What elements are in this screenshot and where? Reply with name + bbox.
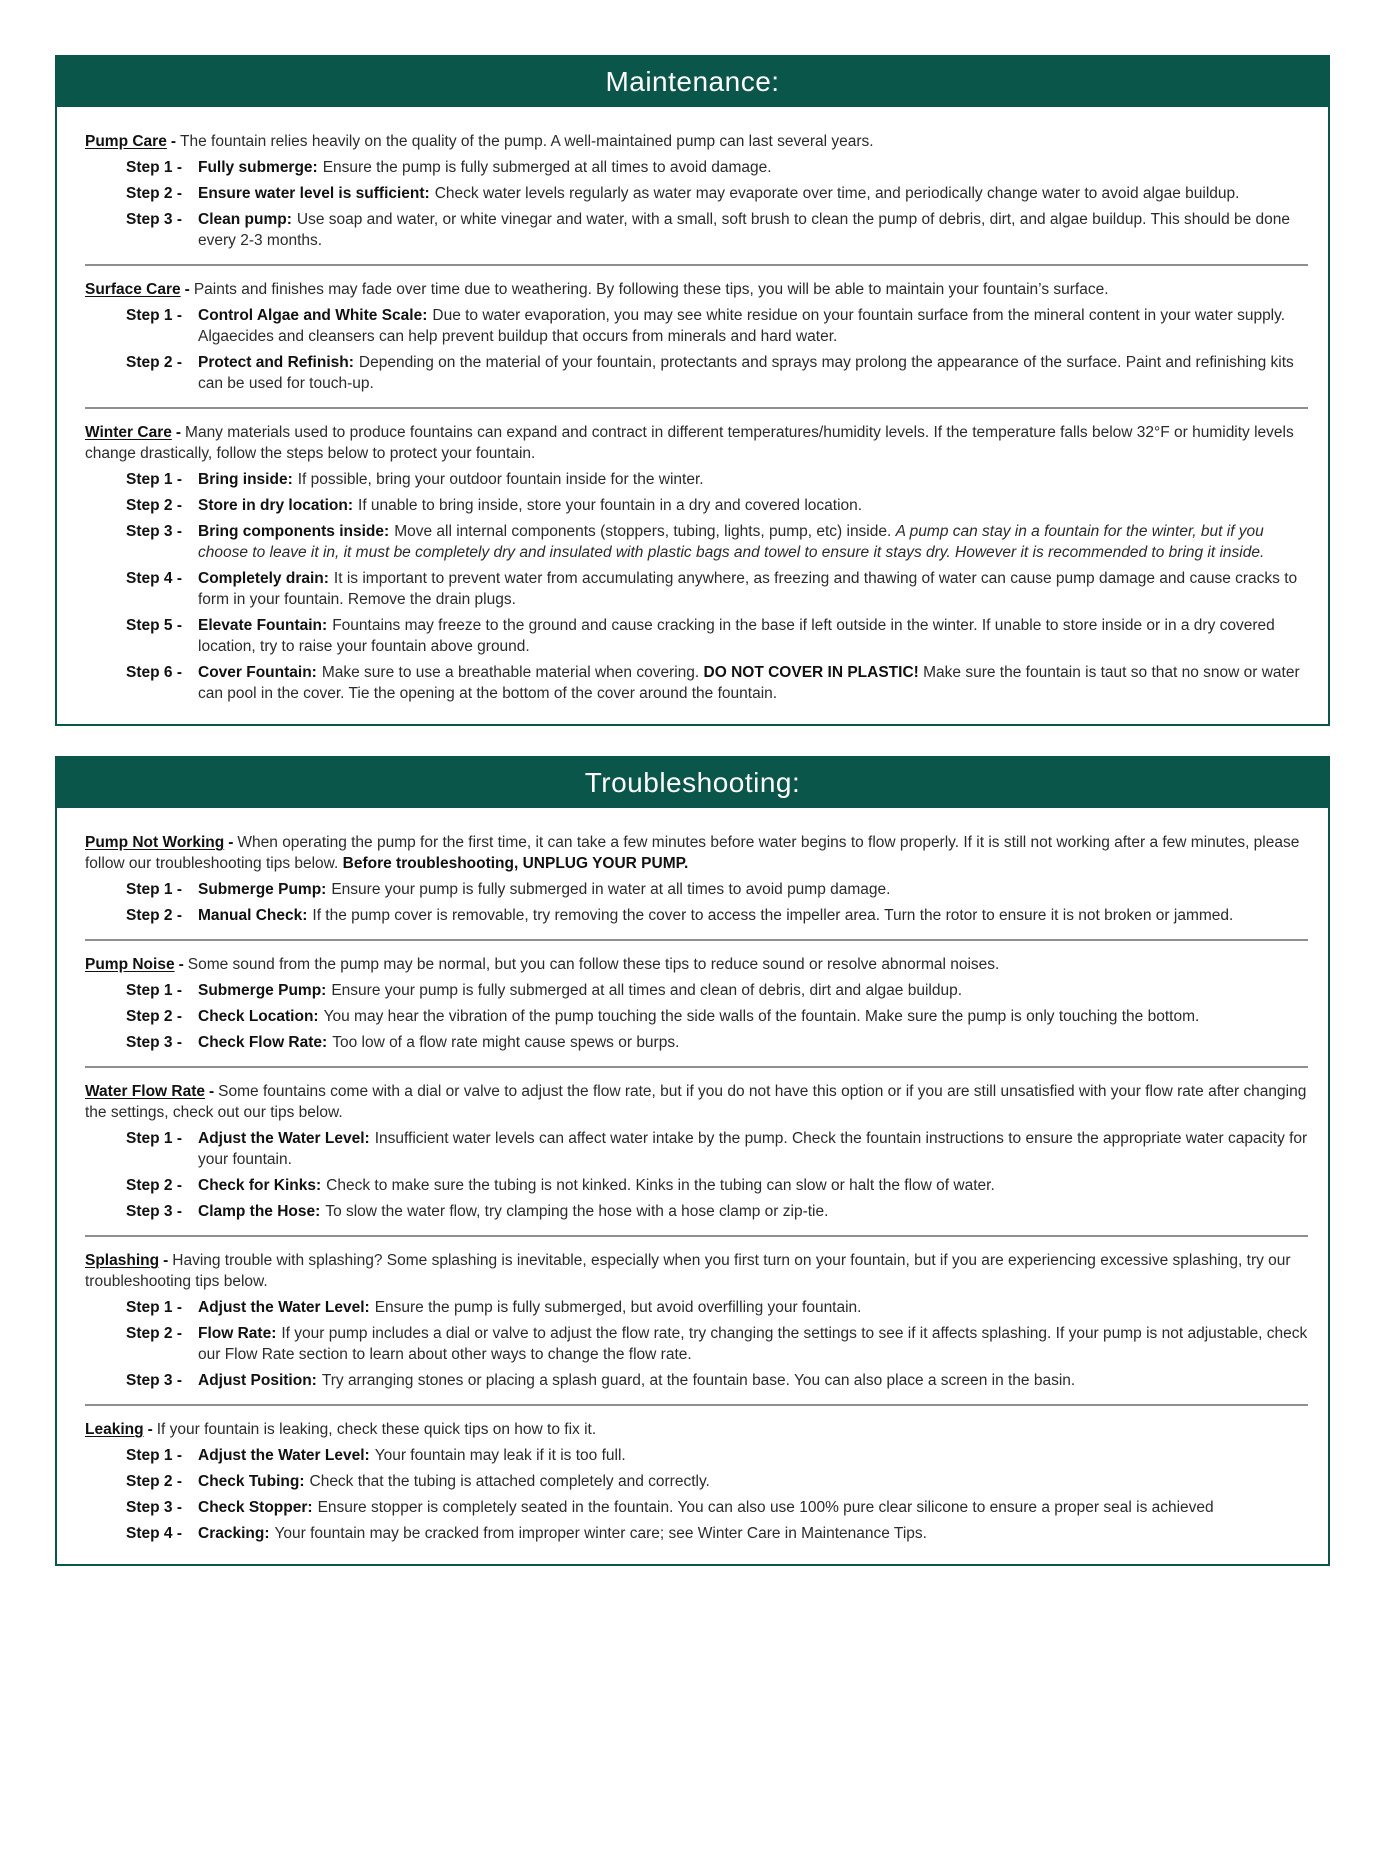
step-row	[126, 980, 1308, 1001]
step-body	[198, 352, 1308, 394]
step-title: Manual Check:	[198, 907, 308, 924]
section-lead	[85, 131, 1308, 152]
section-lead	[85, 832, 1308, 874]
step-title: Store in dry location:	[198, 497, 354, 514]
step-body	[198, 521, 1308, 563]
step-text: Check that the tubing is attached completely and correctly.	[309, 1473, 710, 1490]
heading-separator: -	[209, 1083, 215, 1100]
step-row	[126, 1006, 1308, 1027]
step-label: Step 3 -	[126, 1372, 182, 1389]
step-label: Step 1 -	[126, 159, 182, 176]
step-row	[126, 469, 1308, 490]
step-row	[126, 1128, 1308, 1170]
step-row	[126, 1497, 1308, 1518]
section-lead-text: Many materials used to produce fountains can expand and contract in different temperatures/humidity levels. If the temperature falls below 32°F or humidity levels change drastically, follow the steps below to protect your fountain.	[85, 424, 1294, 462]
step-label: Step 2 -	[126, 1473, 182, 1490]
maintenance-panel	[55, 55, 1330, 726]
step-text: If the pump cover is removable, try removing the cover to access the impeller area. Turn the rotor to ensure it is not broken or jammed.	[312, 907, 1234, 924]
section-lead-text: Some fountains come with a dial or valve to adjust the flow rate, but if you do not have this option or if you are still unsatisfied with your flow rate after changing the settings, check out our tips below.	[85, 1083, 1307, 1121]
step-body	[198, 495, 1308, 516]
step-row	[126, 879, 1308, 900]
step-title: Check Flow Rate:	[198, 1034, 328, 1051]
step-title: Check Stopper:	[198, 1499, 313, 1516]
step-title: Submerge Pump:	[198, 982, 327, 999]
step-body	[198, 980, 1308, 1001]
step-label: Step 3 -	[126, 523, 182, 540]
step-title: Ensure water level is sufficient:	[198, 185, 430, 202]
step-body	[198, 1006, 1308, 1027]
panel-title: Maintenance:	[605, 66, 780, 97]
step-body	[198, 1471, 1308, 1492]
step-row	[126, 157, 1308, 178]
section-pump-care	[85, 131, 1308, 251]
step-body	[198, 1370, 1308, 1391]
step-text: Ensure stopper is completely seated in the fountain. You can also use 100% pure clear silicone to ensure a proper seal is achieved	[317, 1499, 1214, 1516]
step-body	[198, 183, 1308, 204]
section-divider	[85, 264, 1308, 266]
step-text: Move all internal components (stoppers, tubing, lights, pump, etc) inside.	[394, 523, 896, 540]
section-heading: Pump Care	[85, 133, 167, 150]
step-title: Cracking:	[198, 1525, 270, 1542]
step-body	[198, 1497, 1308, 1518]
section-lead	[85, 1081, 1308, 1123]
section-lead-text: Some sound from the pump may be normal, but you can follow these tips to reduce sound or resolve abnormal noises.	[187, 956, 1000, 973]
step-row	[126, 352, 1308, 394]
step-body	[198, 662, 1308, 704]
step-text: Depending on the material of your fountain, protectants and sprays may prolong the appearance of the surface. Paint and refinishing kits can be used for touch-up.	[198, 354, 1294, 392]
step-text: Ensure your pump is fully submerged in water at all times to avoid pump damage.	[331, 881, 891, 898]
section-divider	[85, 407, 1308, 409]
step-label: Step 3 -	[126, 1034, 182, 1051]
heading-separator: -	[184, 281, 190, 298]
section-heading: Winter Care	[85, 424, 172, 441]
section-heading: Leaking	[85, 1421, 144, 1438]
step-label: Step 2 -	[126, 907, 182, 924]
step-text: Too low of a flow rate might cause spews or burps.	[332, 1034, 680, 1051]
step-row	[126, 1445, 1308, 1466]
step-title: Adjust the Water Level:	[198, 1299, 370, 1316]
section-water-flow-rate	[85, 1081, 1308, 1222]
step-label: Step 5 -	[126, 617, 182, 634]
heading-separator: -	[163, 1252, 169, 1269]
step-label: Step 2 -	[126, 185, 182, 202]
step-row	[126, 209, 1308, 251]
step-label: Step 3 -	[126, 1499, 182, 1516]
step-text: Your fountain may leak if it is too full.	[374, 1447, 626, 1464]
section-leaking	[85, 1419, 1308, 1544]
step-title: Control Algae and White Scale:	[198, 307, 428, 324]
step-title: Cover Fountain:	[198, 664, 317, 681]
step-title: Adjust the Water Level:	[198, 1130, 370, 1147]
step-row	[126, 905, 1308, 926]
step-text: Fountains may freeze to the ground and cause cracking in the base if left outside in the winter. If unable to store inside or in a dry covered location, try to raise your fountain above ground.	[198, 617, 1275, 655]
step-label: Step 1 -	[126, 881, 182, 898]
section-heading: Water Flow Rate	[85, 1083, 205, 1100]
step-text-bold: DO NOT COVER IN PLASTIC!	[703, 664, 919, 681]
section-lead	[85, 422, 1308, 464]
step-body	[198, 157, 1308, 178]
step-label: Step 1 -	[126, 1447, 182, 1464]
troubleshooting-panel-header	[57, 758, 1328, 808]
step-text: Make sure to use a breathable material when covering.	[321, 664, 704, 681]
step-body	[198, 1323, 1308, 1365]
step-body	[198, 1445, 1308, 1466]
section-heading: Pump Not Working	[85, 834, 225, 851]
troubleshooting-panel-content	[57, 808, 1328, 1564]
step-title: Clean pump:	[198, 211, 292, 228]
step-text: Due to water evaporation, you may see white residue on your fountain surface from the mineral content in your water supply. Algaecides and cleansers can help prevent buildup that occurs from minerals and hard water.	[198, 307, 1286, 345]
step-text: Check water levels regularly as water may evaporate over time, and periodically change water to avoid algae buildup.	[434, 185, 1240, 202]
step-text: You may hear the vibration of the pump touching the side walls of the fountain. Make sure the pump is only touching the bottom.	[323, 1008, 1200, 1025]
step-label: Step 4 -	[126, 1525, 182, 1542]
step-row	[126, 662, 1308, 704]
step-title: Adjust the Water Level:	[198, 1447, 370, 1464]
step-row	[126, 521, 1308, 563]
section-heading: Surface Care	[85, 281, 181, 298]
step-text: It is important to prevent water from accumulating anywhere, as freezing and thawing of water can cause pump damage and cause cracks to form in your fountain. Remove the drain plugs.	[198, 570, 1298, 608]
section-surface-care	[85, 279, 1308, 394]
step-row	[126, 1175, 1308, 1196]
page	[0, 55, 1391, 1566]
step-label: Step 6 -	[126, 664, 182, 681]
section-winter-care	[85, 422, 1308, 704]
step-row	[126, 495, 1308, 516]
troubleshooting-panel	[55, 756, 1330, 1566]
step-body	[198, 209, 1308, 251]
step-title: Check Tubing:	[198, 1473, 305, 1490]
step-label: Step 1 -	[126, 471, 182, 488]
step-title: Flow Rate:	[198, 1325, 277, 1342]
section-lead	[85, 1250, 1308, 1292]
step-text: If unable to bring inside, store your fountain in a dry and covered location.	[358, 497, 863, 514]
section-lead	[85, 1419, 1308, 1440]
section-pump-noise	[85, 954, 1308, 1053]
step-text: If possible, bring your outdoor fountain inside for the winter.	[297, 471, 704, 488]
step-text: To slow the water flow, try clamping the hose with a hose clamp or zip-tie.	[325, 1203, 829, 1220]
heading-separator: -	[175, 424, 182, 441]
step-label: Step 1 -	[126, 307, 182, 324]
step-title: Submerge Pump:	[198, 881, 327, 898]
step-row	[126, 1032, 1308, 1053]
step-label: Step 2 -	[126, 354, 182, 371]
maintenance-panel-header	[57, 57, 1328, 107]
step-title: Completely drain:	[198, 570, 329, 587]
step-label: Step 2 -	[126, 1177, 182, 1194]
step-body	[198, 905, 1308, 926]
step-title: Check Location:	[198, 1008, 319, 1025]
section-lead-text: If your fountain is leaking, check these quick tips on how to fix it.	[156, 1421, 597, 1438]
step-label: Step 2 -	[126, 1008, 182, 1025]
step-body	[198, 305, 1308, 347]
step-row	[126, 1201, 1308, 1222]
step-body	[198, 1523, 1308, 1544]
step-label: Step 2 -	[126, 1325, 182, 1342]
step-row	[126, 1523, 1308, 1544]
step-text: Ensure the pump is fully submerged at all times to avoid damage.	[322, 159, 772, 176]
step-text: Check to make sure the tubing is not kinked. Kinks in the tubing can slow or halt the flow of water.	[326, 1177, 995, 1194]
section-lead-text: When operating the pump for the first time, it can take a few minutes before water begins to flow properly. If it is still not working after a few minutes, please follow our troubleshooting tips below.	[85, 834, 1300, 872]
step-text-italic: A pump can stay in a fountain for the winter, but if you choose to leave it in, it must be completely dry and insulated with plastic bags and towel to ensure it stays dry. However it is recommended to bring it inside.	[198, 523, 1265, 561]
step-title: Adjust Position:	[198, 1372, 317, 1389]
step-body	[198, 1201, 1308, 1222]
section-divider	[85, 1235, 1308, 1237]
section-divider	[85, 939, 1308, 941]
panel-title: Troubleshooting:	[584, 767, 801, 798]
step-row	[126, 1297, 1308, 1318]
section-lead-text: Having trouble with splashing? Some splashing is inevitable, especially when you first turn on your fountain, but if you are experiencing excessive splashing, try our troubleshooting tips below.	[85, 1252, 1291, 1290]
maintenance-panel-content	[57, 107, 1328, 724]
step-row	[126, 1323, 1308, 1365]
step-row	[126, 615, 1308, 657]
step-label: Step 3 -	[126, 211, 182, 228]
step-title: Clamp the Hose:	[198, 1203, 321, 1220]
step-label: Step 1 -	[126, 982, 182, 999]
step-label: Step 3 -	[126, 1203, 182, 1220]
section-lead-bold: Before troubleshooting, UNPLUG YOUR PUMP.	[342, 855, 689, 872]
heading-separator: -	[170, 133, 177, 150]
step-title: Check for Kinks:	[198, 1177, 322, 1194]
section-splashing	[85, 1250, 1308, 1391]
section-lead-text: Paints and finishes may fade over time due to weathering. By following these tips, you will be able to maintain your fountain’s surface.	[193, 281, 1109, 298]
step-label: Step 1 -	[126, 1299, 182, 1316]
step-body	[198, 1032, 1308, 1053]
section-heading: Pump Noise	[85, 956, 175, 973]
step-label: Step 2 -	[126, 497, 182, 514]
heading-separator: -	[147, 1421, 153, 1438]
step-body	[198, 1128, 1308, 1170]
step-text: Ensure your pump is fully submerged at all times and clean of debris, dirt and algae buildup.	[331, 982, 963, 999]
section-pump-not-working	[85, 832, 1308, 926]
section-divider	[85, 1404, 1308, 1406]
section-lead	[85, 954, 1308, 975]
step-title: Bring components inside:	[198, 523, 390, 540]
step-row	[126, 568, 1308, 610]
step-title: Protect and Refinish:	[198, 354, 354, 371]
step-text: Use soap and water, or white vinegar and water, with a small, soft brush to clean the pump of debris, dirt, and algae buildup. This should be done every 2-3 months.	[198, 211, 1291, 249]
step-row	[126, 1471, 1308, 1492]
step-body	[198, 469, 1308, 490]
step-row	[126, 1370, 1308, 1391]
step-title: Elevate Fountain:	[198, 617, 328, 634]
section-lead-text: The fountain relies heavily on the quality of the pump. A well-maintained pump can last several years.	[180, 133, 874, 150]
heading-separator: -	[178, 956, 184, 973]
step-body	[198, 879, 1308, 900]
step-title: Bring inside:	[198, 471, 293, 488]
step-label: Step 1 -	[126, 1130, 182, 1147]
section-divider	[85, 1066, 1308, 1068]
step-body	[198, 615, 1308, 657]
step-text: Ensure the pump is fully submerged, but avoid overfilling your fountain.	[374, 1299, 862, 1316]
step-title: Fully submerge:	[198, 159, 318, 176]
step-text: Your fountain may be cracked from improper winter care; see Winter Care in Maintenance Tips.	[274, 1525, 927, 1542]
step-body	[198, 1297, 1308, 1318]
step-text: Make sure the fountain is taut so that no snow or water can pool in the cover. Tie the opening at the bottom of the cover around the fountain.	[198, 664, 1300, 702]
heading-separator: -	[228, 834, 234, 851]
section-lead	[85, 279, 1308, 300]
step-text: Try arranging stones or placing a splash guard, at the fountain base. You can also place a screen in the basin.	[321, 1372, 1076, 1389]
step-text: If your pump includes a dial or valve to adjust the flow rate, try changing the settings to see if it affects splashing. If your pump is not adjustable, check our Flow Rate section to learn about other ways to change the flow rate.	[198, 1325, 1308, 1363]
step-row	[126, 183, 1308, 204]
step-body	[198, 568, 1308, 610]
step-body	[198, 1175, 1308, 1196]
section-heading: Splashing	[85, 1252, 160, 1269]
step-row	[126, 305, 1308, 347]
step-text: Insufficient water levels can affect water intake by the pump. Check the fountain instructions to ensure the appropriate water capacity for your fountain.	[198, 1130, 1308, 1168]
step-label: Step 4 -	[126, 570, 182, 587]
